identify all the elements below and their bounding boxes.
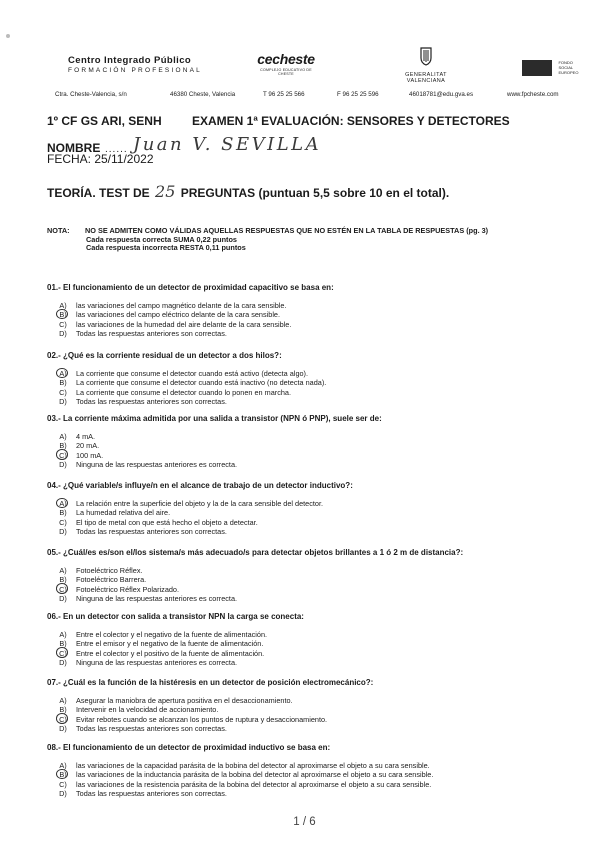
- option-letter: A): [59, 761, 67, 770]
- cheste-logo: [256, 51, 316, 76]
- theory-prefix: TEORÍA. TEST DE: [47, 186, 150, 200]
- answer-option: [58, 649, 587, 658]
- option-letter: B): [59, 441, 67, 451]
- option-letter: C): [59, 450, 67, 460]
- option-text: Entre el emisor y el negativo de la fuente de alimentación.: [76, 639, 264, 649]
- answer-option: [58, 397, 587, 406]
- handwritten-name: Juan V. SEVILLA: [133, 134, 322, 155]
- option-letter: B): [59, 639, 67, 649]
- question-text: 01.- El funcionamiento de un detector de proximidad capacitivo se basa en:: [47, 283, 334, 292]
- question-text: 03.- La corriente máxima admitida por una salida a transistor (NPN ó PNP), suele ser de:: [47, 414, 382, 423]
- option-text: La corriente que consume el detector cuando está activo (detecta algo).: [76, 369, 309, 378]
- theory-heading: [47, 182, 449, 201]
- option-letter: A): [59, 432, 67, 441]
- answer-option: [58, 658, 587, 667]
- answer-option: [58, 378, 587, 387]
- option-text: Fotoeléctrico Réflex Polarizado.: [76, 584, 180, 594]
- answer-option: [58, 508, 587, 517]
- option-text: Ninguna de las respuestas anteriores es correcta.: [76, 459, 238, 469]
- answer-option: [58, 761, 587, 770]
- option-letter: D): [59, 396, 67, 406]
- exam-date: FECHA: 25/11/2022: [47, 152, 154, 166]
- option-letter: C): [59, 779, 67, 789]
- answer-option: [58, 715, 587, 724]
- option-list: [58, 499, 587, 536]
- option-text: Evitar rebotes cuando se alcanzan los puntos de ruptura y desaccionamiento.: [76, 714, 328, 724]
- answer-option: [58, 789, 587, 798]
- answer-circle-mark: [56, 713, 68, 724]
- school-name: Centro Integrado Público: [68, 55, 192, 66]
- address-web: www.fpcheste.com: [507, 91, 559, 98]
- theory-count-handwritten: 25: [155, 182, 176, 201]
- option-text: La humedad relativa del aire.: [76, 508, 171, 518]
- option-text: Fotoeléctrico Réflex.: [76, 566, 143, 575]
- answer-option: [58, 320, 587, 329]
- option-text: Asegurar la maniobra de apertura positiva en el desaccionamiento.: [76, 696, 293, 705]
- note-text: [85, 227, 488, 253]
- answer-option: [58, 705, 587, 714]
- option-text: Todas las respuestas anteriores son correctas.: [76, 328, 227, 338]
- option-text: Todas las respuestas anteriores son correctas.: [76, 788, 227, 798]
- question-block: [47, 283, 587, 338]
- option-text: Ninguna de las respuestas anteriores es correcta.: [76, 593, 238, 603]
- option-letter: A): [59, 630, 67, 639]
- answer-option: [58, 310, 587, 319]
- option-letter: A): [59, 566, 67, 575]
- page-number: 1 / 6: [293, 816, 316, 828]
- name-field: [47, 134, 447, 154]
- option-text: La corriente que consume el detector cuando está inactivo (no detecta nada).: [76, 378, 327, 388]
- question-block: [47, 414, 587, 469]
- answer-option: [58, 575, 587, 584]
- option-letter: D): [59, 593, 67, 603]
- option-text: las variaciones de la resistencia parásita de la bobina del detector al aproximarse el objeto a su cara sensible.: [76, 779, 432, 789]
- answer-circle-mark: [56, 449, 68, 460]
- answer-circle-mark: [56, 368, 68, 379]
- option-text: 4 mA.: [76, 432, 96, 441]
- option-text: Intervenir en la velocidad de accionamiento.: [76, 705, 219, 715]
- option-letter: D): [59, 526, 67, 536]
- option-letter: A): [59, 696, 67, 705]
- exam-title: EXAMEN 1ª EVALUACIÓN: SENSORES Y DETECTORES: [192, 114, 510, 128]
- option-letter: B): [59, 770, 67, 780]
- option-text: Ninguna de las respuestas anteriores es correcta.: [76, 657, 238, 667]
- address-line: [0, 91, 609, 101]
- cheste-logo-word: cecheste: [257, 51, 315, 67]
- option-text: las variaciones de la humedad del aire delante de la cara sensible.: [76, 319, 292, 329]
- option-text: Entre el colector y el negativo de la fuente de alimentación.: [76, 630, 268, 639]
- question-text: 06.- En un detector con salida a transistor NPN la carga se conecta:: [47, 612, 304, 621]
- address-email: 46018781@edu.gva.es: [409, 91, 474, 98]
- school-subtitle: FORMACIÓN PROFESIONAL: [68, 67, 202, 74]
- answer-option: [58, 388, 587, 397]
- question-text: 08.- El funcionamiento de un detector de proximidad inductivo se basa en:: [47, 743, 331, 752]
- answer-option: [58, 329, 587, 338]
- option-text: Entre el colector y el positivo de la fuente de alimentación.: [76, 648, 265, 658]
- answer-option: [58, 441, 587, 450]
- answer-option: [58, 696, 587, 705]
- option-list: [58, 630, 587, 667]
- option-letter: A): [59, 499, 67, 508]
- option-text: Todas las respuestas anteriores son correctas.: [76, 396, 227, 406]
- option-letter: B): [59, 575, 67, 585]
- answer-option: [58, 585, 587, 594]
- answer-option: [58, 432, 587, 441]
- name-dots: ......: [105, 144, 128, 155]
- note-label: NOTA:: [47, 226, 70, 235]
- course-label: 1º CF GS ARI, SENH: [47, 114, 162, 128]
- option-list: [58, 369, 587, 406]
- option-letter: C): [59, 387, 67, 397]
- option-text: La relación entre la superficie del objeto y la de la cara sensible del detector.: [76, 499, 324, 508]
- option-letter: D): [59, 788, 67, 798]
- address-street: Ctra. Cheste-Valencia, s/n: [55, 91, 127, 98]
- question-block: [47, 743, 587, 798]
- option-text: Fotoeléctrico Barrera.: [76, 575, 147, 585]
- option-list: [58, 761, 587, 798]
- option-list: [58, 566, 587, 603]
- option-text: El tipo de metal con que está hecho el objeto a detectar.: [76, 517, 258, 527]
- generalitat-logo: [396, 47, 456, 84]
- option-text: las variaciones del campo magnético delante de la cara sensible.: [76, 301, 287, 310]
- answer-circle-mark: [56, 647, 68, 658]
- question-text: 04.- ¿Qué variable/s influye/n en el alcance de trabajo de un detector inductivo?:: [47, 481, 353, 490]
- option-text: las variaciones del campo eléctrico delante de la cara sensible.: [76, 310, 281, 320]
- answer-circle-mark: [56, 498, 68, 509]
- question-block: [47, 612, 587, 667]
- question-text: 02.- ¿Qué es la corriente residual de un detector a dos hilos?:: [47, 351, 282, 360]
- option-letter: C): [59, 714, 67, 724]
- option-letter: D): [59, 723, 67, 733]
- option-text: las variaciones de la inductancia parásita de la bobina del detector al aproximarse el objeto a su cara sensible.: [76, 770, 434, 780]
- name-label: NOMBRE: [47, 141, 101, 155]
- answer-option: [58, 724, 587, 733]
- answer-option: [58, 566, 587, 575]
- theory-suffix: PREGUNTAS (puntuan 5,5 sobre 10 en el total).: [180, 186, 450, 200]
- address-city: 46380 Cheste, Valencia: [170, 91, 236, 98]
- option-letter: B): [59, 508, 67, 518]
- option-letter: D): [59, 657, 67, 667]
- answer-option: [58, 301, 587, 310]
- fse-text: FONDO SOCIAL EUROPEO: [558, 60, 579, 75]
- option-text: La corriente que consume el detector cuando lo ponen en marcha.: [76, 387, 291, 397]
- answer-option: [58, 594, 587, 603]
- question-block: [47, 351, 587, 406]
- option-text: Todas las respuestas anteriores son correctas.: [76, 723, 227, 733]
- option-text: 20 mA.: [76, 441, 100, 451]
- option-letter: B): [59, 310, 67, 320]
- question-text: 05.- ¿Cuál/es es/son el/los sistema/s más adecuado/s para detectar objetos brillantes a 1 ó 2 m de distancia?:: [47, 548, 464, 557]
- question-block: [47, 548, 587, 603]
- answer-option: [58, 460, 587, 469]
- address-fax: F 96 25 25 596: [337, 91, 379, 98]
- option-letter: B): [59, 705, 67, 715]
- option-letter: B): [59, 378, 67, 388]
- option-letter: D): [59, 459, 67, 469]
- option-letter: A): [59, 369, 67, 378]
- note-line: Cada respuesta incorrecta RESTA 0,11 puntos: [86, 243, 246, 253]
- note-line: NO SE ADMITEN COMO VÁLIDAS AQUELLAS RESPUESTAS QUE NO ESTÉN EN LA TABLA DE RESPUESTAS (pg. 3): [85, 226, 489, 235]
- answer-option: [58, 451, 587, 460]
- answer-option: [58, 499, 587, 508]
- eu-flag-icon: [522, 60, 552, 76]
- generalitat-text: GENERALITAT VALENCIANA: [405, 72, 447, 84]
- question-text: 07.- ¿Cuál es la función de la histéresis en un detector de posición electromecánico?:: [47, 678, 374, 687]
- answer-option: [58, 770, 587, 779]
- question-block: [47, 481, 587, 536]
- option-list: [58, 432, 587, 469]
- option-text: 100 mA.: [76, 450, 104, 460]
- question-block: [47, 678, 587, 733]
- option-letter: D): [59, 328, 67, 338]
- answer-option: [58, 527, 587, 536]
- option-list: [58, 696, 587, 733]
- option-letter: C): [59, 517, 67, 527]
- option-letter: C): [59, 584, 67, 594]
- answer-option: [58, 630, 587, 639]
- answer-circle-mark: [56, 583, 68, 594]
- option-letter: C): [59, 648, 67, 658]
- answer-option: [58, 369, 587, 378]
- answer-option: [58, 780, 587, 789]
- punch-hole: [6, 34, 10, 38]
- option-list: [58, 301, 587, 338]
- option-text: las variaciones de la capacidad parásita de la bobina del detector al aproximarse el objeto a su cara sensible.: [76, 761, 430, 770]
- option-letter: A): [59, 301, 67, 310]
- answer-option: [58, 518, 587, 527]
- option-letter: C): [59, 319, 67, 329]
- crest-icon: [419, 47, 433, 66]
- note-line: Cada respuesta correcta SUMA 0,22 puntos: [86, 234, 237, 244]
- answer-option: [58, 639, 587, 648]
- address-phone: T 96 25 25 566: [263, 91, 305, 98]
- fse-logo: [522, 60, 578, 78]
- option-text: Todas las respuestas anteriores son correctas.: [76, 526, 227, 536]
- cheste-logo-subtitle: COMPLEJO EDUCATIVO DE CHESTE: [260, 68, 312, 76]
- school-logo: [68, 55, 202, 74]
